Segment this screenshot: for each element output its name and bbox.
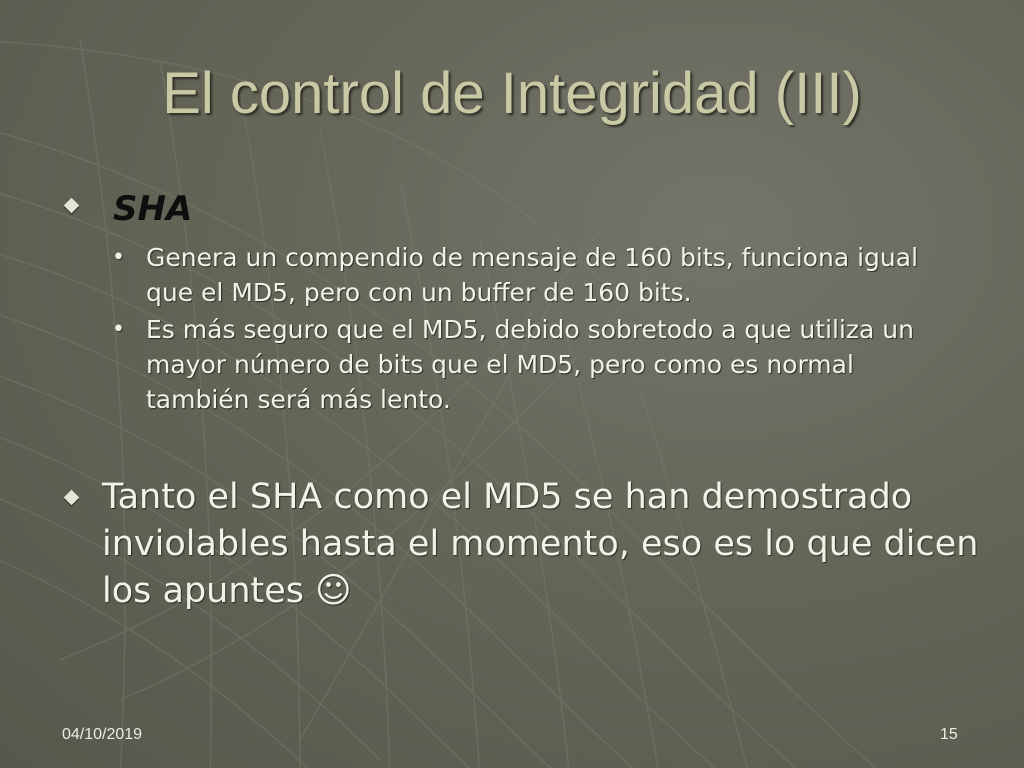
sub-bullet-text: Es más seguro que el MD5, debido sobretodo a que utiliza un mayor número de bits que el MD5, pero como es normal también será más lento. [146, 315, 914, 414]
main-point-item [66, 474, 982, 615]
slide-title: El control de Integridad (III) [162, 61, 862, 126]
list-item [112, 312, 962, 417]
sha-sub-list [112, 240, 962, 419]
bullet-dot: • [112, 245, 125, 270]
slide-number: 15 [940, 726, 958, 743]
sha-heading-item [66, 188, 192, 230]
list-item [112, 240, 962, 310]
sha-heading: SHA [113, 189, 193, 229]
main-point-text: Tanto el SHA como el MD5 se han demostrado inviolables hasta el momento, eso es lo que dicen los apuntes ☺ [102, 477, 979, 611]
diamond-bullet-icon [64, 198, 80, 214]
footer-date: 04/10/2019 [62, 726, 143, 743]
bullet-dot: • [112, 317, 125, 342]
sub-bullet-text: Genera un compendio de mensaje de 160 bits, funciona igual que el MD5, pero con un buffer de 160 bits. [146, 243, 919, 307]
diamond-bullet-icon [64, 490, 80, 506]
